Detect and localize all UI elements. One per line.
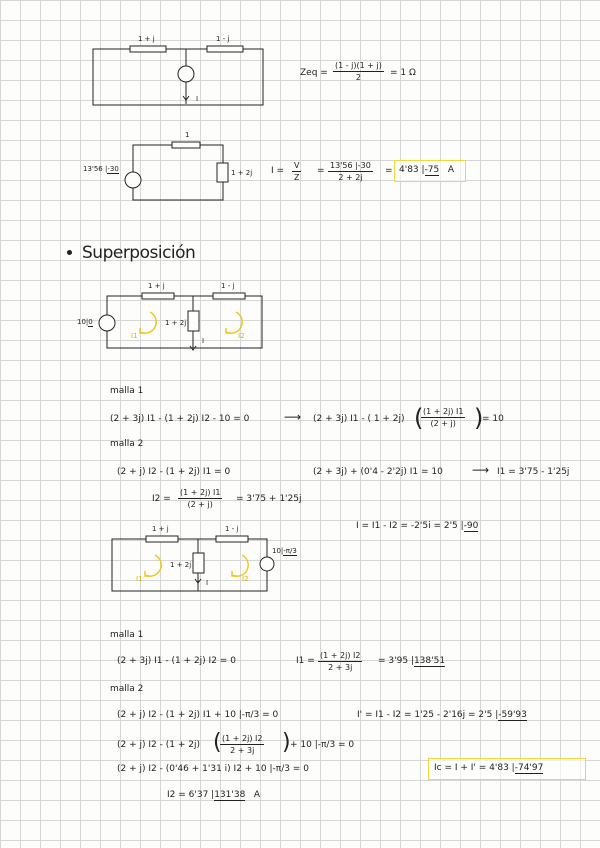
top-resistor-2: [207, 46, 243, 52]
i-result: 4'83 |-75 A: [399, 165, 455, 175]
sup2-r2-label: 1 - j: [225, 525, 239, 533]
sup2-i2-label: I2: [242, 575, 249, 583]
malla1a-eq: (2 + 3j) I1 - (1 + 2j) I2 - 10 = 0: [110, 414, 250, 424]
sup2-i1-label: I1: [136, 575, 143, 583]
malla2a-arrow: ⟶: [472, 463, 490, 477]
malla2a-eq2: (2 + 3j) + (0'4 - 2'2j) I1 = 10: [313, 467, 443, 477]
sup1-r1-label: 1 + j: [148, 282, 165, 290]
i-frac-2-num: 13'56 |-30: [330, 161, 371, 170]
second-r-right-label: 1 + 2j: [231, 169, 253, 177]
sup1-mesh2-arrow: [226, 312, 242, 333]
sup2-source-label: 10|-π/3: [272, 547, 297, 555]
i-frac-2-den: 2 + 2j: [338, 173, 363, 182]
top-r1-label: 1 + j: [138, 35, 155, 43]
malla1b-i1-res: = 3'95 |138'51: [378, 656, 446, 666]
top-current-label: I: [196, 95, 199, 103]
second-source: [125, 172, 141, 188]
sup2-resistor-mid: [193, 553, 204, 573]
ic-result: Ic = I + I' = 4'83 |-74'97: [434, 763, 544, 773]
malla1a-frac-den: (2 + j): [430, 419, 456, 428]
i-frac-2: [328, 160, 373, 183]
sup2-mesh1-arrow: [145, 555, 161, 576]
sup1-i1-label: I1: [131, 332, 138, 340]
sup1-resistor-1: [142, 293, 174, 299]
zeq-fraction: [333, 60, 384, 83]
sup1-i2-label: I2: [238, 332, 245, 340]
malla2a-i2-res: = 3'75 + 1'25j: [236, 494, 302, 504]
malla2b-eq3: (2 + j) I2 - (0'46 + 1'31 i) I2 + 10 |-π/3 = 0: [117, 764, 309, 774]
i-frac-1-den: Z: [294, 173, 300, 182]
sup1-resistor-mid: [188, 311, 199, 331]
malla2b-eq1: (2 + j) I2 - (1 + 2j) I1 + 10 |-π/3 = 0: [117, 710, 279, 720]
malla1a-arrow: ⟶: [284, 410, 302, 424]
second-resistor-right: [217, 163, 228, 182]
sup1-current-label: I: [202, 337, 205, 345]
sup1-mid-label: 1 + 2j: [165, 319, 187, 327]
top-r2-label: 1 - j: [216, 35, 230, 43]
second-circuit-wires: [133, 145, 223, 200]
malla2b-eq2-den: 2 + 3j: [230, 746, 255, 755]
malla1b-eq: (2 + 3j) I1 - (1 + 2j) I2 = 0: [117, 656, 236, 666]
malla2b-i2-result: I2 = 6'37 |131'38 A: [167, 790, 261, 800]
malla1b-i1-den: 2 + 3j: [328, 663, 353, 672]
zeq-numerator: (1 - j)(1 + j): [335, 61, 382, 70]
sup2-resistor-1: [146, 536, 178, 542]
malla2a-i2-fraction: [178, 487, 222, 510]
malla2b-paren-close: ): [282, 730, 291, 755]
sup2-r1-label: 1 + j: [152, 525, 169, 533]
malla2a-label: malla 2: [110, 439, 144, 449]
sup1-r2-label: 1 - j: [221, 282, 235, 290]
malla2a-i2-num: (1 + 2j) I1: [180, 488, 221, 497]
sup1-source-label: 10|0: [77, 318, 93, 326]
i-eq-sign-2: =: [385, 166, 393, 176]
zeq-result: = 1 Ω: [390, 68, 416, 78]
zeq-denominator: 2: [355, 73, 361, 82]
sup1-resistor-2: [213, 293, 245, 299]
malla1a-label: malla 1: [110, 386, 144, 396]
i-frac-1-num: V: [294, 161, 300, 170]
second-source-label: 13'56 |-30: [83, 165, 119, 173]
malla1b-i1-num: (1 + 2j) I2: [320, 651, 361, 660]
top-source: [178, 66, 194, 82]
malla2a-i2-den: (2 + j): [187, 500, 213, 509]
malla2b-eq2-num: (1 + 2j) I2: [222, 734, 263, 743]
i-total-result: I = I1 - I2 = -2'5i = 2'5 |-90: [356, 521, 479, 531]
top-resistor-1: [130, 46, 166, 52]
malla2b-eq2-fraction: [220, 733, 264, 756]
i-lhs: I =: [271, 166, 285, 176]
malla2a-eq: (2 + j) I2 - (1 + 2j) I1 = 0: [117, 467, 231, 477]
i-eq-sign: =: [317, 166, 325, 176]
top-circuit-wires: [93, 49, 263, 105]
malla1a-fraction: [421, 406, 465, 429]
malla2a-res: I1 = 3'75 - 1'25j: [497, 467, 570, 477]
sup2-current-label: I: [206, 579, 209, 587]
malla1a-rhs-pre: (2 + 3j) I1 - ( 1 + 2j): [313, 414, 405, 424]
malla2b-iprime: I' = I1 - I2 = 1'25 - 2'16j = 2'5 |-59'93: [357, 710, 527, 720]
malla1b-i1-fraction: [318, 650, 362, 673]
malla1a-paren-close: ): [474, 404, 484, 432]
sup1-source: [99, 315, 115, 331]
sup2-resistor-2: [216, 536, 248, 542]
sup2-mid-label: 1 + 2j: [170, 561, 192, 569]
malla1a-paren-open: (: [414, 404, 424, 432]
malla1a-frac-num: (1 + 2j) I1: [423, 407, 464, 416]
malla1b-i1-lhs: I1 =: [296, 656, 315, 666]
malla2b-paren-open: (: [213, 730, 222, 755]
malla2b-label: malla 2: [110, 684, 144, 694]
second-r-top-label: 1: [185, 131, 190, 139]
malla1a-rhs-post: = 10: [482, 414, 504, 424]
malla2b-eq2-post: + 10 |-π/3 = 0: [290, 740, 355, 750]
sup1-mesh1-arrow: [140, 312, 156, 333]
malla2b-eq2-pre: (2 + j) I2 - (1 + 2j): [117, 740, 200, 750]
i-frac-1: [292, 160, 301, 183]
sup2-mesh2-arrow: [232, 555, 248, 576]
zeq-lhs: Zeq =: [300, 68, 328, 78]
malla1b-label: malla 1: [110, 630, 144, 640]
section-bullet: [67, 250, 72, 255]
malla2a-i2-lhs: I2 =: [152, 494, 171, 504]
sup2-source: [260, 557, 274, 571]
second-resistor-top: [172, 142, 200, 148]
section-title: Superposición: [82, 243, 196, 263]
